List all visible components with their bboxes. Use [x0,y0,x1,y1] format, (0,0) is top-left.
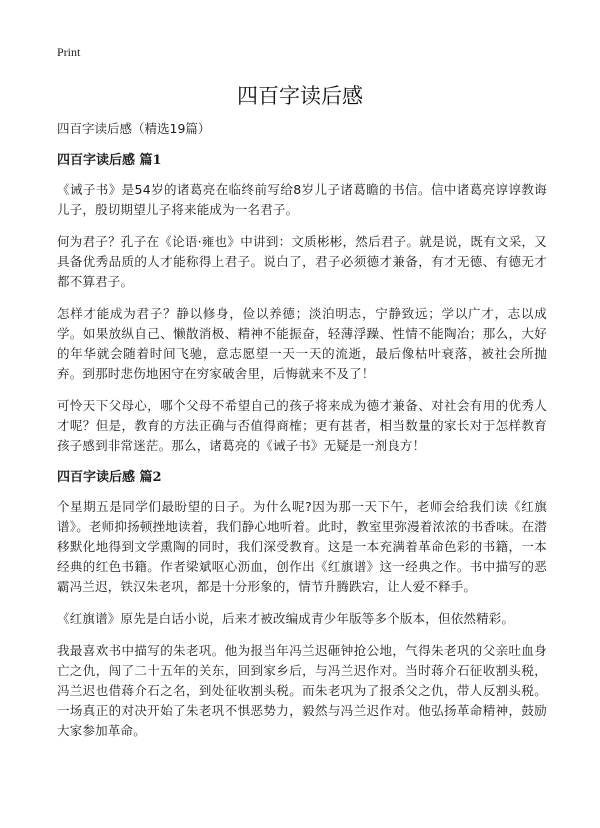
paragraph: 怎样才能成为君子？静以修身，俭以养德；淡泊明志，宁静致远；学以广才，志以成学。如果放纵自己、懒散消极、精神不能振奋，轻薄浮躁、性情不能陶冶；那么，大好的年华就会随着时间飞驰，意志愿望一天一天的流逝，最后像枯叶衰落，被社会所抛弃。到那时悲伤地困守在穷家破舍里，后悔就来不及了！ [57,306,547,381]
section-heading: 四百字读后感 篇1 [57,153,162,168]
section-heading: 四百字读后感 篇2 [57,470,162,485]
section-1 [57,151,547,456]
document-subtitle: 四百字读后感（精选19篇） [57,121,211,136]
document-body [57,119,547,753]
paragraph: 我最喜欢书中描写的朱老巩。他为报当年冯兰迟砸钟抢公地，气得朱老巩的父亲吐血身亡之仇，闯了二十五年的关东，回到家乡后，与冯兰迟作对。当时蒋介石征收割头税，冯兰迟也借蒋介石之名，到处征收割头税。而朱老巩为了报杀父之仇，带人反割头税。一场真正的对决开始了朱老巩不惧恶势力，毅然与冯兰迟作对。他弘扬革命精神，鼓励大家参加革命。 [57,643,547,738]
section-2 [57,468,547,741]
print-link[interactable]: Print [57,45,81,59]
paragraph: 何为君子？孔子在《论语·雍也》中讲到：文质彬彬，然后君子。就是说，既有文采，又具备优秀品质的人才能称得上君子。说白了，君子必须德才兼备，有才无德、有德无才都不算君子。 [57,234,547,289]
paragraph: 《红旗谱》原先是白话小说，后来才被改编成青少年版等多个版本，但依然精彩。 [57,611,515,626]
paragraph: 《诫子书》是54岁的诸葛亮在临终前写给8岁儿子诸葛瞻的书信。信中诸葛亮谆谆教诲儿子，殷切期望儿子将来能成为一名君子。 [57,182,547,217]
paragraph: 个星期五是同学们最盼望的日子。为什么呢?因为那一天下午，老师会给我们读《红旗谱》。老师抑扬顿挫地读着，我们静心地听着。此时，教室里弥漫着浓浓的书香味。在潜移默化地得到文学熏陶的同时，我们深受教育。这是一本充满着革命色彩的书籍，一本经典的红色书籍。作者梁斌呕心沥血，创作出《红旗谱》这一经典之作。书中描写的恶霸冯兰迟，铁汉朱老巩，都是十分形象的，情节升腾跌宕，让人爱不释手。 [57,499,547,594]
page-title: 四百字读后感 [237,84,363,108]
paragraph: 可怜天下父母心，哪个父母不希望自己的孩子将来成为德才兼备、对社会有用的优秀人才呢？但是，教育的方法正确与否值得商榷；更有甚者，相当数量的家长对于怎样教育孩子感到非常迷茫。那么，诸葛亮的《诫子书》无疑是一剂良方！ [57,398,547,453]
